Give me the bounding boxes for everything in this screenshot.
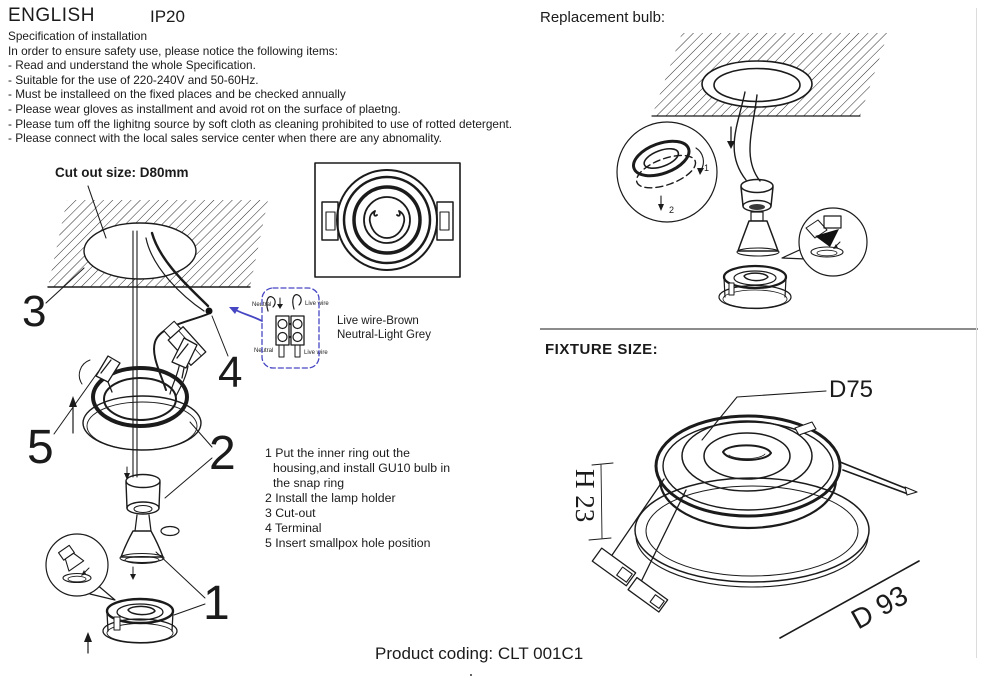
install-step-line: 1 Put the inner ring out the xyxy=(265,446,410,460)
spec-item: - Please tum off the lighitng source by soft cloth as cleaning prohibited to use of rotted detergent. xyxy=(8,116,513,131)
replacement-housing xyxy=(719,266,791,309)
cutout-hole xyxy=(84,223,196,279)
callout-number-5: 5 xyxy=(27,421,54,474)
dimension-h23: H 23 xyxy=(570,469,600,523)
spec-intro: In order to ensure safety use, please notice the following items: xyxy=(8,43,338,58)
fixture-housing xyxy=(103,599,177,643)
housing-up-arrow xyxy=(84,632,92,653)
callout-2-leader-b xyxy=(165,458,212,498)
spec-item: - Suitable for the use of 220-240V and 50-60Hz. xyxy=(8,72,259,87)
spring-rotate-arc xyxy=(79,360,90,384)
flange-thickness-arc xyxy=(636,536,868,587)
replacement-diagram-svg xyxy=(540,25,980,325)
section-divider-line xyxy=(540,328,978,330)
ip-rating: IP20 xyxy=(150,7,185,26)
hanging-gu10-bulb xyxy=(737,221,779,256)
terminal-label-live-top: Live wire xyxy=(305,301,329,307)
install-diagram-svg xyxy=(20,150,470,665)
install-step-line: 3 Cut-out xyxy=(265,506,316,520)
spring-pin-right xyxy=(795,422,917,495)
detail-step-2: 2 xyxy=(669,205,675,215)
callout-number-1: 1 xyxy=(203,577,230,630)
bulb-insert-detail-circle xyxy=(782,208,867,276)
ring-rotate-detail-circle xyxy=(617,122,717,222)
terminal-box xyxy=(262,288,319,368)
bulb-down-arrow xyxy=(130,567,136,580)
d93-dimension-line xyxy=(780,561,919,638)
lamp-slot xyxy=(723,445,771,460)
callout-1-leader-a xyxy=(156,552,205,598)
callout-number-4: 4 xyxy=(218,348,243,397)
install-step-line: 4 Terminal xyxy=(265,521,322,535)
up-arrow xyxy=(69,396,77,433)
terminal-label-neutral-top: Neutral xyxy=(252,302,272,308)
callout-1-leader-b xyxy=(174,604,205,615)
junction-dot xyxy=(206,308,213,315)
fixture-size-svg xyxy=(540,360,980,660)
terminal-pointer-arrow xyxy=(229,307,262,321)
height-dimension-ticks xyxy=(589,463,613,540)
callout-5-leader xyxy=(54,372,98,434)
spec-item: - Please connect with the local sales service center when there are any abnomality. xyxy=(8,131,442,146)
spec-item: - Please wear gloves as installment and avoid rot on the surface of plaetng. xyxy=(8,101,401,116)
front-view-inset xyxy=(315,163,460,277)
callout-4-leader xyxy=(212,316,228,356)
replacement-bulb-title: Replacement bulb: xyxy=(540,9,666,26)
terminal-label-neutral-bottom: Neutral xyxy=(254,348,274,354)
ceiling-hatch-replacement xyxy=(652,33,888,116)
product-coding: Product coding: CLT 001C1 xyxy=(375,644,584,663)
install-step-line: housing,and install GU10 bulb in xyxy=(273,461,451,475)
spec-title: Specification of installation xyxy=(8,29,148,43)
install-step-line: 2 Install the lamp holder xyxy=(265,491,396,505)
page-marker-dot xyxy=(470,674,472,676)
page-language: ENGLISH xyxy=(8,5,95,26)
cutout-size-label: Cut out size: D80mm xyxy=(55,165,189,180)
snap-ring xyxy=(161,527,179,536)
wire-color-note-line1: Live wire-Brown xyxy=(337,315,419,327)
detail-step-1: 1 xyxy=(704,163,710,173)
install-step-line: 5 Insert smallpox hole position xyxy=(265,536,431,550)
callout-number-2: 2 xyxy=(209,427,236,480)
dimension-d75: D75 xyxy=(829,376,874,403)
hanging-lamp-holder xyxy=(741,180,773,222)
bulb-insert-detail-bubble xyxy=(46,534,115,600)
gu10-bulb xyxy=(120,515,164,564)
spring-clip-left xyxy=(96,356,120,392)
spring-clips-left xyxy=(592,479,686,612)
fixture-size-title: FIXTURE SIZE: xyxy=(545,341,659,358)
wire-color-note-line2: Neutral-Light Grey xyxy=(337,328,431,341)
flange-outer xyxy=(635,478,869,582)
ceiling-hatch xyxy=(48,200,268,287)
dimension-d93: D 93 xyxy=(846,579,913,636)
lamp-notch xyxy=(370,211,405,238)
fixture-isometric xyxy=(635,416,869,587)
lamp-holder xyxy=(124,467,160,514)
spec-block xyxy=(8,29,512,146)
spec-item: - Must be installeed on the fixed places and be checked annually xyxy=(8,87,346,102)
install-step-line: the snap ring xyxy=(273,476,345,490)
terminal-label-live-bottom: Live wire xyxy=(304,350,328,356)
spec-item: - Read and understand the whole Specification. xyxy=(8,58,256,73)
callout-number-3: 3 xyxy=(22,287,47,336)
